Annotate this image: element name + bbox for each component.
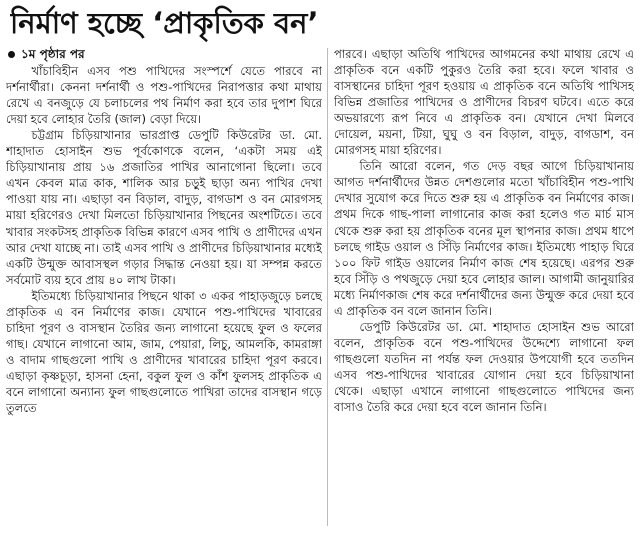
headline: নির্মাণ হচ্ছে ‘প্রাকৃতিক বন’ <box>10 6 319 40</box>
right-column <box>334 46 634 530</box>
paragraph-construction-timeline: তিনি আরো বলেন, গত দেড় বছর আগে চিড়িয়াখানায় আগত দর্শনার্থীদের উন্নত দেশগুলোর মতো খাঁচাবিহীন পশু-পাখি দেখার সুযোগ করে দিতে শুরু হয় এ প্রাকৃতিক বন নির্মাণের কাজ। প্রথম দিকে গাছ-পালা লাগানোর কাজ করা হলেও গত মার্চ মাস থেকে শুরু করা হয় প্রাকৃতিক বনের মূল স্থাপনার কাজ। প্রথম ধাপে চলছে গাইড ওয়াল ও সিঁড়ি নির্মাণের কাজ। ইতিমধ্যে পাহাড় ঘিরে ১০০ ফিট গাইড ওয়ালের নির্মাণ কাজ শেষ হয়েছে। এরপর শুরু হবে সিঁড়ি ও পথজুড়ে দেয়া হবে লোহার জাল। আগামী জানুয়ারির মধ্যে নির্মাণকাজ শেষ করে দর্শনার্থীদের জন্য উন্মুক্ত করে দেয়া হবে এ প্রাকৃতিক বন বলে জানান তিনি। <box>334 159 634 318</box>
paragraph-pond-sanctuary: পারবে। এছাড়া অতিথি পাখিদের আগমনের কথা মাথায় রেখে এ প্রাকৃতিক বনে একটি পুকুরও তৈরি করা হবে। ফলে খাবার ও বাসস্থানের চাহিদা পূরণ হওয়ায় এ প্রাকৃতিক বনে অতিথি পাখিসহ বিভিন্ন প্রজাতির পাখিদের ও প্রাণীদের বিচরণ ঘটবে। এতে করে অভয়ারণ্যে রূপ নিবে এ প্রাকৃতিক বন। যেখানে দেখা মিলবে দোয়েল, ময়না, টিয়া, ঘুঘু ও বন বিড়াল, বাদুড়, বাগডাশ, বন মোরগসহ মায়া হরিণের। <box>334 47 634 158</box>
bullet-icon <box>8 51 15 58</box>
continuation-label: ১ম পৃষ্ঠার পর <box>21 47 85 61</box>
paragraph-food-supply: ডেপুটি কিউরেটর ডা. মো. শাহাদাত হোসাইন শুভ আরো বলেন, প্রাকৃতিক বনে পশু-পাখিদের উদ্দেশ্যে লাগানো ফল গাছগুলো যতদিন না পর্যন্ত ফল দেওয়ার উপযোগী হবে ততদিন এসব পশু-পাখিদের খাবারের যোগান দেয়া হবে চিড়িয়াখানা থেকে। এছাড়া এখানে লাগানো গাছগুলোতে পাখিদের জন্য বাসাও তৈরি করে দেয়া হবে বলে জানান তিনি। <box>334 319 634 415</box>
column-divider <box>327 48 328 526</box>
paragraph-cageless-safety: খাঁচাবিহীন এসব পশু পাখিদের সংস্পর্শে যেতে পারবে না দর্শনার্থীরা। কেননা দর্শনার্থী ও পশু-পাখিদের নিরাপত্তার কথা মাথায় রেখে এ বনজুড়ে যে চলাচলের পথ নির্মাণ করা হবে তার দুপাশ ঘিরে দেয়া হবে লোহার তৈরি (জাল) বেড়া দিয়ে। <box>6 64 322 127</box>
paragraph-curator-quote: চট্টগ্রাম চিড়িয়াখানার ভারপ্রাপ্ত ডেপুটি কিউরেটর ডা. মো. শাহাদাত হোসাইন শুভ পূর্বকোণকে বলেন, ‘একটা সময় এই চিড়িয়াখানায় প্রায় ১৬ প্রজাতির পাখির আনাগোনা ছিলো। তবে এখন কেবল মাত্র কাক, শালিক আর চড়ুই ছাড়া অন্য পাখির দেখা পাওয়া যায় না। এছাড়া বন বিড়াল, বাদুড়, বাগডাশ ও বন মোরগসহ মায়া হরিণেরও দেখা মিলতো চিড়িয়াখানার পিছনের অংশটিতে। তবে খাবার সংকটসহ প্রাকৃতিক বিভিন্ন কারণে এসব পাখি ও প্রাণীদের এখন আর দেখা যাচ্ছে না। তাই এসব পাখি ও প্রাণীদের চিড়িয়াখানার মধ্যেই একটি উন্মুক্ত আবাসস্থল গড়ার সিদ্ধান্ত নেওয়া হয়। যা সম্পন্ন করতে সর্বমোট ব্যয় হবে প্রায় ৪০ লাখ টাকা। <box>6 128 322 287</box>
left-column <box>6 46 322 530</box>
paragraph-forest-planting: ইতিমধ্যে চিড়িয়াখানার পিছনে থাকা ৩ একর পাহাড়জুড়ে চলছে প্রাকৃতিক এ বন নির্মাণের কাজ। যেখানে পশু-পাখিদের খাবারের চাহিদা পূরণ ও বাসস্থান তৈরির জন্য লাগানো হয়েছে ফুল ও ফলের গাছ। যেখানে লাগানো আম, জাম, পেয়ারা, লিচু, আমলকি, কামরাঙ্গা ও বাদাম গাছগুলো পাখি ও প্রাণীদের খাবারের চাহিদা পূরণ করবে। এছাড়া কৃষ্ণচূড়া, হাসনা হেনা, বকুল ফুল ও কাঁশ ফুলসহ প্রাকৃতিক এ বনে লাগানো অন্যান্য ফুল গাছগুলোতে পাখিরা তাদের বাসস্থান গড়ে তুলতে <box>6 288 322 416</box>
continuation-label-row <box>6 46 322 62</box>
